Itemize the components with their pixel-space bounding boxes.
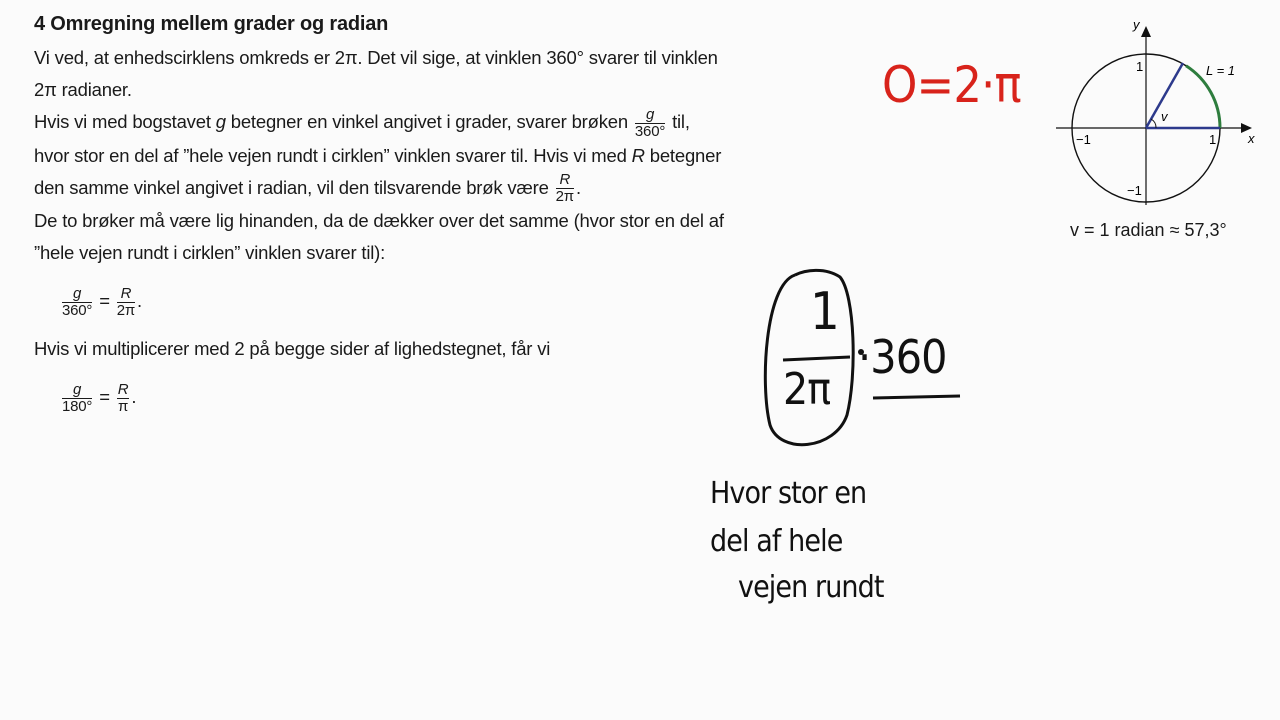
document-text xyxy=(34,10,834,429)
y-axis-label: y xyxy=(1133,17,1140,32)
paragraph-line: den samme vinkel angivet i radian, vil den tilsvarende brøk være $\frac{R}{2\pi}$ . xyxy=(34,171,581,206)
paragraph-line: ”hele vejen rundt i cirklen” vinklen svarer til): xyxy=(34,242,386,264)
paragraph-line: De to brøker må være lig hinanden, da de dækker over det samme (hvor stor en del af xyxy=(34,210,724,232)
fraction-g-360: $\frac{g}{360^\circ}$ xyxy=(634,105,666,140)
tick-label: 1 xyxy=(1136,59,1144,74)
section-title: 4 Omregning mellem grader og radian xyxy=(34,13,389,35)
equation-2: $\frac{g}{180^\circ}$ = $\frac{R}{\pi}$ . xyxy=(62,380,137,415)
handwritten-denominator: 2π xyxy=(783,364,831,415)
tick-label: −1 xyxy=(1076,132,1091,147)
handwritten-red-note: O=2·π xyxy=(882,56,1021,114)
handwritten-note-line: Hvor stor en xyxy=(710,476,867,511)
x-axis-label: x xyxy=(1248,131,1255,146)
handwritten-note-line: del af hele xyxy=(710,524,843,559)
tick-label: 1 xyxy=(1209,132,1217,147)
paragraph-line: Vi ved, at enhedscirklens omkreds er 2π. Det vil sige, at vinklen 360° svarer til vinklen xyxy=(34,47,718,68)
paragraph-line: 2π radianer. xyxy=(34,79,132,100)
handwritten-times-360: ·360 xyxy=(858,330,947,384)
equation-1: $\frac{g}{360^\circ}$ = $\frac{R}{2\pi}$ . xyxy=(62,284,142,319)
fraction-r-2pi: $\frac{R}{2\pi}$ xyxy=(555,171,574,206)
handwritten-note-line: vejen rundt xyxy=(738,570,884,605)
tick-label: −1 xyxy=(1127,183,1142,198)
paragraph-line: Hvis vi multiplicerer med 2 på begge sider af lighedstegnet, får vi xyxy=(34,338,551,360)
arc-label: L = 1 xyxy=(1206,63,1236,78)
unit-circle-figure xyxy=(1040,10,1280,220)
paragraph-line: hvor stor en del af ”hele vejen rundt i cirklen” vinklen svarer til. Hvis vi med R betegner xyxy=(34,144,722,166)
figure-caption: v = 1 radian ≈ 57,3° xyxy=(1070,220,1227,240)
angle-label: v xyxy=(1161,109,1168,124)
paragraph-line: Hvis vi med bogstavet g betegner en vinkel angivet i grader, svarer brøken $\frac{g}{360^\circ}$ til, xyxy=(34,105,690,140)
handwritten-numerator: 1 xyxy=(810,282,839,342)
